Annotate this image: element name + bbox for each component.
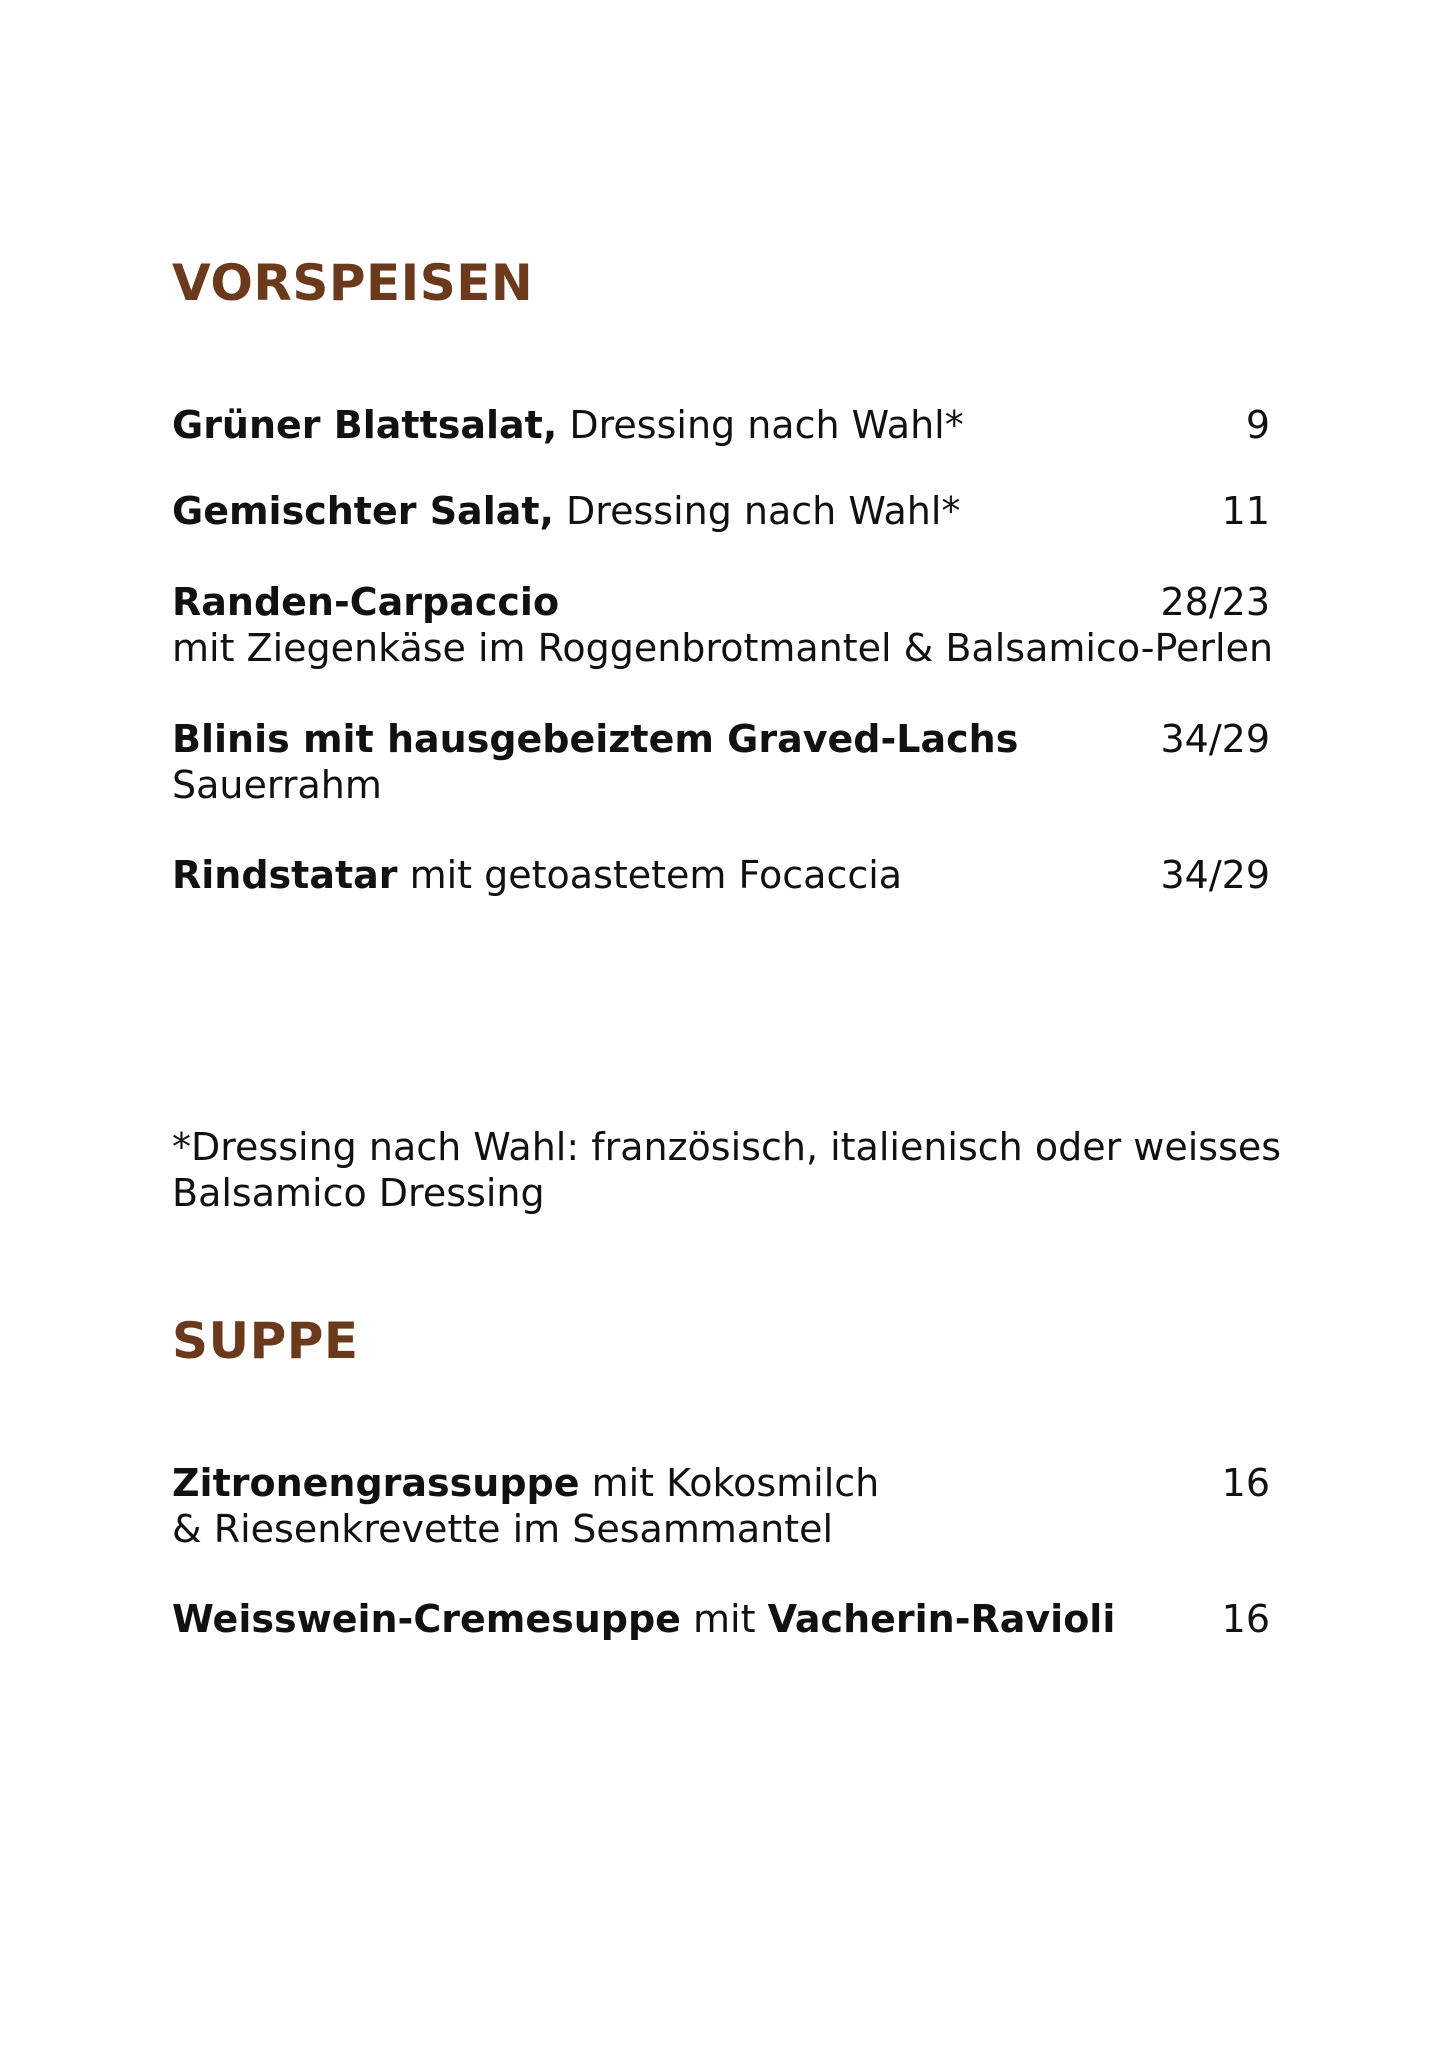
item-description: & Riesenkrevette im Sesammantel xyxy=(172,1507,834,1551)
item-price: 16 xyxy=(1221,1597,1270,1641)
menu-item-blinis xyxy=(172,716,1270,808)
item-name: Zitronengrassuppe xyxy=(172,1461,580,1505)
item-price: 11 xyxy=(1221,489,1270,533)
item-name: Randen-Carpaccio xyxy=(172,580,560,624)
item-description: mit xyxy=(680,1597,768,1641)
section-title-suppe: SUPPE xyxy=(172,1312,359,1370)
footnote-line: *Dressing nach Wahl: französisch, italienisch oder weisses xyxy=(172,1125,1282,1169)
item-name: Gemischter Salat, xyxy=(172,489,554,533)
item-price: 28/23 xyxy=(1160,580,1270,624)
menu-item-gruener-blattsalat xyxy=(172,402,1270,448)
item-description: mit Kokosmilch xyxy=(579,1461,880,1505)
item-description: Dressing nach Wahl* xyxy=(553,489,961,533)
menu-item-rindstatar xyxy=(172,852,1270,898)
menu-item-weisswein-cremesuppe xyxy=(172,1596,1270,1642)
item-name-secondary: Vacherin-Ravioli xyxy=(767,1597,1116,1641)
item-description: mit Ziegenkäse im Roggenbrotmantel & Balsamico-Perlen xyxy=(172,626,1274,670)
item-name: Rindstatar xyxy=(172,853,398,897)
item-price: 34/29 xyxy=(1160,717,1270,761)
footnote-line: Balsamico Dressing xyxy=(172,1171,545,1215)
dressing-footnote xyxy=(172,1124,1282,1216)
menu-item-zitronengrassuppe xyxy=(172,1460,1270,1552)
item-name: Grüner Blattsalat, xyxy=(172,403,558,447)
item-name: Blinis mit hausgebeiztem Graved-Lachs xyxy=(172,717,1019,761)
item-description: mit getoastetem Focaccia xyxy=(397,853,903,897)
item-price: 16 xyxy=(1221,1461,1270,1505)
item-price: 34/29 xyxy=(1160,853,1270,897)
item-price: 9 xyxy=(1245,403,1270,447)
section-title-vorspeisen: VORSPEISEN xyxy=(172,254,534,312)
item-name: Weisswein-Cremesuppe xyxy=(172,1597,681,1641)
item-description: Dressing nach Wahl* xyxy=(557,403,964,447)
menu-item-randen-carpaccio xyxy=(172,579,1274,671)
menu-item-gemischter-salat xyxy=(172,488,1270,534)
item-description: Sauerrahm xyxy=(172,763,382,807)
